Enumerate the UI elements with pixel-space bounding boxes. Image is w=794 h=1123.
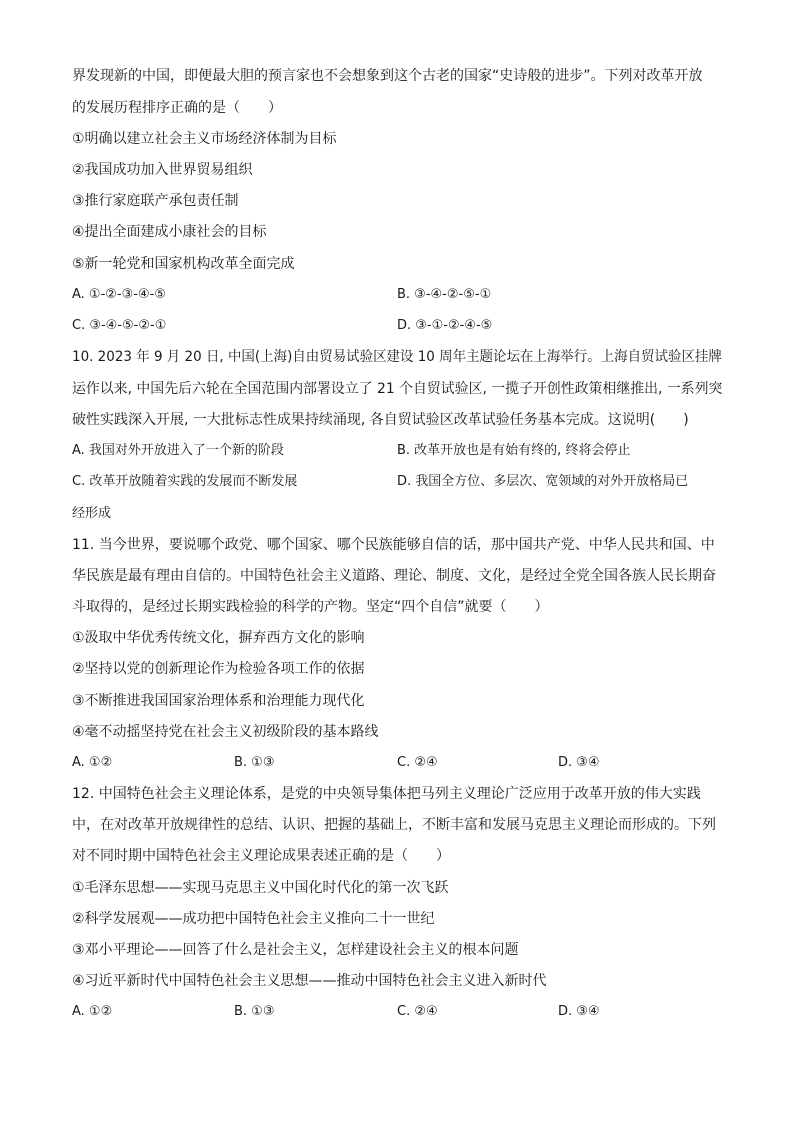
q9-option-b[interactable]: B. ③-④-②-⑤-① — [397, 287, 492, 302]
q11-item-4: ④毫不动摇坚持党在社会主义初级阶段的基本路线 — [72, 724, 379, 740]
q11-item-1: ①汲取中华优秀传统文化，摒弃西方文化的影响 — [72, 630, 365, 646]
q12-item-4: ④习近平新时代中国特色社会主义思想——推动中国特色社会主义进入新时代 — [72, 973, 547, 989]
q12-stem-line-2: 中，在对改革开放规律性的总结、认识、把握的基础上，不断丰富和发展马克思主义理论而形成的。下列 — [72, 817, 716, 833]
q10-option-d[interactable]: D. 我国全方位、多层次、宽领域的对外开放格局已 — [397, 474, 689, 489]
q10-stem-line-2: 运作以来, 中国先后六轮在全国范围内部署设立了 21 个自贸试验区, 一揽子开创性政策相继推出, 一系列突 — [72, 381, 723, 397]
q11-stem-line-1: 11. 当今世界，要说哪个政党、哪个国家、哪个民族能够自信的话，那中国共产党、中华人民共和国、中 — [72, 537, 715, 553]
q9-option-a[interactable]: A. ①-②-③-④-⑤ — [72, 287, 166, 302]
q10-option-a[interactable]: A. 我国对外开放进入了一个新的阶段 — [72, 443, 284, 458]
q10-option-b[interactable]: B. 改革开放也是有始有终的, 终将会停止 — [397, 443, 631, 458]
q11-item-3: ③不断推进我国国家治理体系和治理能力现代化 — [72, 693, 365, 709]
q9-option-d[interactable]: D. ③-①-②-④-⑤ — [397, 318, 493, 333]
q12-item-1: ①毛泽东思想——实现马克思主义中国化时代化的第一次飞跃 — [72, 880, 449, 896]
q9-item-3: ③推行家庭联产承包责任制 — [72, 193, 239, 209]
q12-item-2: ②科学发展观——成功把中国特色社会主义推向二十一世纪 — [72, 911, 435, 927]
q12-option-a[interactable]: A. ①② — [72, 1004, 113, 1019]
q11-option-c[interactable]: C. ②④ — [397, 755, 438, 770]
q9-stem-line-1: 界发现新的中国，即便最大胆的预言家也不会想象到这个古老的国家“史诗般的进步”。下列对改革开放 — [72, 68, 703, 84]
q9-stem-line-2: 的发展历程排序正确的是（ ） — [72, 100, 282, 116]
q9-item-4: ④提出全面建成小康社会的目标 — [72, 224, 267, 240]
q12-item-3: ③邓小平理论——回答了什么是社会主义，怎样建设社会主义的根本问题 — [72, 942, 519, 958]
q9-item-2: ②我国成功加入世界贸易组织 — [72, 162, 253, 178]
q10-option-d-continued: 经形成 — [72, 506, 112, 521]
q12-option-d[interactable]: D. ③④ — [558, 1004, 600, 1019]
q9-item-1: ①明确以建立社会主义市场经济体制为目标 — [72, 131, 337, 147]
q12-stem-line-3: 对不同时期中国特色社会主义理论成果表述正确的是（ ） — [72, 848, 450, 864]
q11-item-2: ②坚持以党的创新理论作为检验各项工作的依据 — [72, 661, 365, 677]
q11-stem-line-2: 华民族是最有理由自信的。中国特色社会主义道路、理论、制度、文化，是经过全党全国各族人民长期奋 — [72, 568, 716, 584]
q9-item-5: ⑤新一轮党和国家机构改革全面完成 — [72, 256, 295, 272]
q10-stem-line-3: 破性实践深入开展, 一大批标志性成果持续涌现, 各自贸试验区改革试验任务基本完成。这说明( ) — [72, 412, 689, 428]
q11-option-b[interactable]: B. ①③ — [234, 755, 275, 770]
q11-stem-line-3: 斗取得的，是经过长期实践检验的科学的产物。坚定“四个自信”就要（ ） — [72, 599, 549, 615]
q11-option-d[interactable]: D. ③④ — [558, 755, 600, 770]
q12-stem-line-1: 12. 中国特色社会主义理论体系，是党的中央领导集体把马列主义理论广泛应用于改革开放的伟大实践 — [72, 786, 701, 802]
q12-option-b[interactable]: B. ①③ — [234, 1004, 275, 1019]
q12-option-c[interactable]: C. ②④ — [397, 1004, 438, 1019]
q11-option-a[interactable]: A. ①② — [72, 755, 113, 770]
q9-option-c[interactable]: C. ③-④-⑤-②-① — [72, 318, 167, 333]
q10-option-c[interactable]: C. 改革开放随着实践的发展而不断发展 — [72, 474, 298, 489]
q10-stem-line-1: 10. 2023 年 9 月 20 日, 中国(上海)自由贸易试验区建设 10 周年主题论坛在上海举行。上海自贸试验区挂牌 — [72, 349, 722, 365]
